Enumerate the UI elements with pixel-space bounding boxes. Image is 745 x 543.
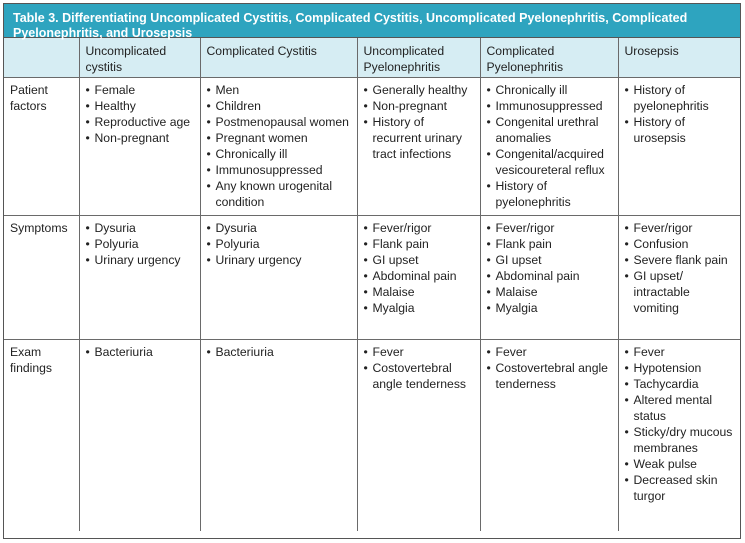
list-item: • Healthy [86, 98, 194, 114]
table-cell [480, 78, 618, 216]
list-item: • Female [86, 82, 194, 98]
row-label: Symptoms [4, 216, 79, 340]
list-item: • Hypotension [625, 360, 735, 376]
table-cell [357, 216, 480, 340]
bullet-list [207, 82, 351, 210]
list-item: • Fever [625, 344, 735, 360]
list-item: • History of pyelonephritis [487, 178, 612, 210]
list-item: • Men [207, 82, 351, 98]
header-cell: Complicated Pyelonephritis [480, 38, 618, 78]
bullet-list [207, 220, 351, 268]
list-item: • Urinary urgency [207, 252, 351, 268]
table-cell [618, 340, 740, 531]
list-item: • History of pyelonephritis [625, 82, 735, 114]
list-item: • Flank pain [364, 236, 474, 252]
table-cell [618, 78, 740, 216]
list-item: • Malaise [364, 284, 474, 300]
list-item: • Fever [487, 344, 612, 360]
table-cell [480, 216, 618, 340]
list-item: • Pregnant women [207, 130, 351, 146]
table-cell [79, 340, 200, 531]
bullet-list [487, 220, 612, 316]
list-item: • Generally healthy [364, 82, 474, 98]
list-item: • Malaise [487, 284, 612, 300]
bullet-list [625, 220, 735, 316]
header-cell: Urosepsis [618, 38, 740, 78]
list-item: • Costovertebral angle tenderness [364, 360, 474, 392]
list-item: • Dysuria [207, 220, 351, 236]
header-cell: Uncomplicated Pyelonephritis [357, 38, 480, 78]
table-cell [79, 216, 200, 340]
list-item: • Urinary urgency [86, 252, 194, 268]
list-item: • Tachycardia [625, 376, 735, 392]
comparison-table [4, 38, 740, 531]
list-item: • Congenital urethral anomalies [487, 114, 612, 146]
header-cell-empty [4, 38, 79, 78]
bullet-list [86, 344, 194, 360]
list-item: • Myalgia [487, 300, 612, 316]
list-item: • Costovertebral angle tenderness [487, 360, 612, 392]
list-item: • History of recurrent urinary tract infections [364, 114, 474, 162]
row-label: Patient factors [4, 78, 79, 216]
list-item: • Sticky/dry mucous membranes [625, 424, 735, 456]
bullet-list [487, 82, 612, 210]
list-item: • Reproductive age [86, 114, 194, 130]
table-cell [618, 216, 740, 340]
list-item: • Immunosuppressed [487, 98, 612, 114]
table-cell [480, 340, 618, 531]
list-item: • Fever/rigor [364, 220, 474, 236]
list-item: • Abdominal pain [487, 268, 612, 284]
table-cell [357, 340, 480, 531]
bullet-list [625, 82, 735, 146]
list-item: • GI upset/ intractable vomiting [625, 268, 735, 316]
list-item: • Immunosuppressed [207, 162, 351, 178]
list-item: • Children [207, 98, 351, 114]
list-item: • Abdominal pain [364, 268, 474, 284]
table-cell [357, 78, 480, 216]
list-item: • Any known urogenital condition [207, 178, 351, 210]
list-item: • Chronically ill [207, 146, 351, 162]
list-item: • Decreased skin turgor [625, 472, 735, 504]
table-row [4, 78, 740, 216]
table-row [4, 340, 740, 531]
list-item: • Non-pregnant [364, 98, 474, 114]
bullet-list [364, 82, 474, 162]
list-item: • Congenital/acquired vesicoureteral reflux [487, 146, 612, 178]
list-item: • GI upset [364, 252, 474, 268]
table-row [4, 216, 740, 340]
table-cell [200, 78, 357, 216]
list-item: • Fever/rigor [625, 220, 735, 236]
list-item: • Bacteriuria [86, 344, 194, 360]
list-item: • Polyuria [207, 236, 351, 252]
header-cell: Complicated Cystitis [200, 38, 357, 78]
table-cell [200, 340, 357, 531]
bullet-list [207, 344, 351, 360]
bullet-list [364, 344, 474, 392]
bullet-list [86, 220, 194, 268]
bullet-list [364, 220, 474, 316]
list-item: • Weak pulse [625, 456, 735, 472]
row-label: Exam findings [4, 340, 79, 531]
list-item: • Fever/rigor [487, 220, 612, 236]
list-item: • Polyuria [86, 236, 194, 252]
table-cell [79, 78, 200, 216]
list-item: • Dysuria [86, 220, 194, 236]
bullet-list [487, 344, 612, 392]
list-item: • Non-pregnant [86, 130, 194, 146]
list-item: • Flank pain [487, 236, 612, 252]
list-item: • Myalgia [364, 300, 474, 316]
bullet-list [86, 82, 194, 146]
list-item: • Fever [364, 344, 474, 360]
header-cell: Uncomplicated cystitis [79, 38, 200, 78]
list-item: • Altered mental status [625, 392, 735, 424]
table-title: Table 3. Differentiating Uncomplicated Cystitis, Complicated Cystitis, Uncomplicated Pyelonephritis, Complicated Pyelonephritis, and Urosepsis [4, 4, 740, 38]
list-item: • GI upset [487, 252, 612, 268]
list-item: • History of urosepsis [625, 114, 735, 146]
table-frame [3, 3, 741, 539]
bullet-list [625, 344, 735, 504]
list-item: • Confusion [625, 236, 735, 252]
table-cell [200, 216, 357, 340]
list-item: • Chronically ill [487, 82, 612, 98]
list-item: • Severe flank pain [625, 252, 735, 268]
list-item: • Postmenopausal women [207, 114, 351, 130]
header-row [4, 38, 740, 78]
list-item: • Bacteriuria [207, 344, 351, 360]
